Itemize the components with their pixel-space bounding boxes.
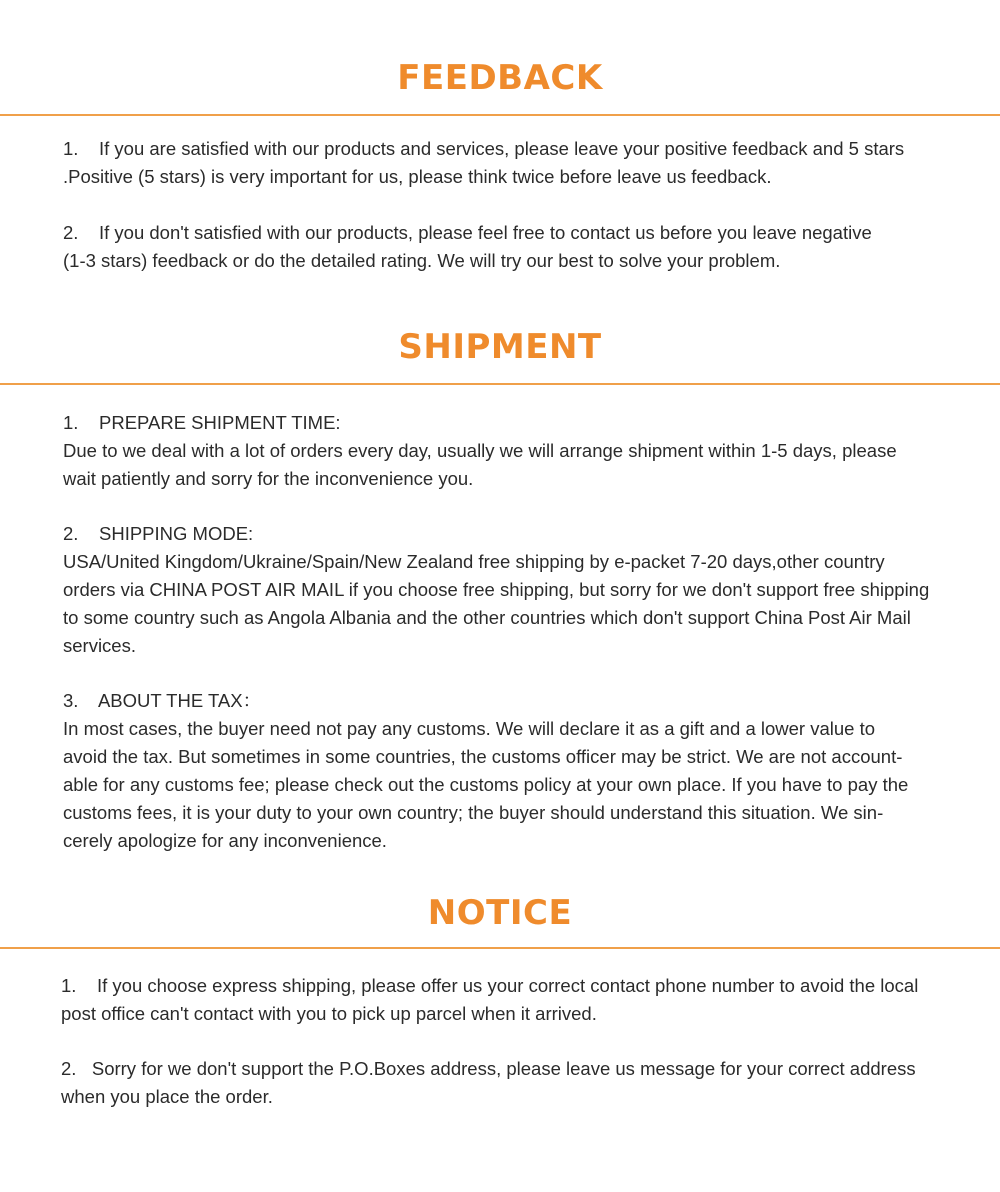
feedback-item-2-line-2: (1-3 stars) feedback or do the detailed rating. We will try our best to solve your problem. xyxy=(63,250,781,271)
feedback-item-1 xyxy=(63,135,904,191)
shipment-item-3 xyxy=(63,687,908,855)
notice-item-2 xyxy=(61,1055,916,1111)
shipment-section xyxy=(0,327,1000,385)
shipment-item-2-heading: 2. SHIPPING MODE: xyxy=(63,523,254,544)
shipment-item-1-line-2: wait patiently and sorry for the inconvenience you. xyxy=(63,468,474,489)
shipment-item-2-line-4: services. xyxy=(63,635,136,656)
shipment-item-1 xyxy=(63,409,897,493)
shipment-item-1-heading: 1. PREPARE SHIPMENT TIME: xyxy=(63,412,341,433)
shipment-item-2 xyxy=(63,520,929,660)
feedback-divider xyxy=(0,114,1000,116)
notice-item-2-line-2: when you place the order. xyxy=(61,1086,273,1107)
shipment-item-3-line-5: cerely apologize for any inconvenience. xyxy=(63,830,387,851)
shipment-item-1-line-1: Due to we deal with a lot of orders every day, usually we will arrange shipment within 1-5 days, please xyxy=(63,440,897,461)
shipment-item-3-line-1: In most cases, the buyer need not pay any customs. We will declare it as a gift and a lower value to xyxy=(63,718,876,739)
shipment-divider xyxy=(0,383,1000,385)
shipment-item-2-line-3: to some country such as Angola Albania and the other countries which don't support China Post Air Mail xyxy=(63,607,911,628)
shipment-item-3-line-2: avoid the tax. But sometimes in some countries, the customs officer may be strict. We are not account- xyxy=(63,746,903,767)
feedback-section xyxy=(0,58,1000,116)
shipment-item-3-heading: 3. ABOUT THE TAX： xyxy=(63,690,262,711)
feedback-item-1-line-2: .Positive (5 stars) is very important for us, please think twice before leave us feedback. xyxy=(63,166,772,187)
notice-title: NOTICE xyxy=(427,893,573,933)
shipment-item-3-line-3: able for any customs fee; please check out the customs policy at your own place. If you have to pay the xyxy=(63,774,909,795)
shipment-item-2-line-2: orders via CHINA POST AIR MAIL if you choose free shipping, but sorry for we don't support free shipping xyxy=(63,579,930,600)
shipment-item-2-line-1: USA/United Kingdom/Ukraine/Spain/New Zealand free shipping by e-packet 7-20 days,other country xyxy=(63,551,885,572)
notice-item-1-line-1: 1. If you choose express shipping, please offer us your correct contact phone number to avoid the local xyxy=(61,975,919,996)
notice-item-2-line-1: 2. Sorry for we don't support the P.O.Boxes address, please leave us message for your correct address xyxy=(61,1058,916,1079)
feedback-item-1-line-1: 1. If you are satisfied with our products and services, please leave your positive feedback and 5 stars xyxy=(63,138,905,159)
feedback-item-2 xyxy=(63,219,872,275)
notice-section xyxy=(0,893,1000,949)
notice-item-1-line-2: post office can't contact with you to pick up parcel when it arrived. xyxy=(61,1003,597,1024)
notice-item-1 xyxy=(61,972,918,1028)
shipment-item-3-line-4: customs fees, it is your duty to your own country; the buyer should understand this situation. We sin- xyxy=(63,802,884,823)
feedback-item-2-line-1: 2. If you don't satisfied with our products, please feel free to contact us before you leave negative xyxy=(63,222,872,243)
notice-divider xyxy=(0,947,1000,949)
feedback-title: FEEDBACK xyxy=(397,58,603,98)
shipment-title: SHIPMENT xyxy=(398,327,602,367)
